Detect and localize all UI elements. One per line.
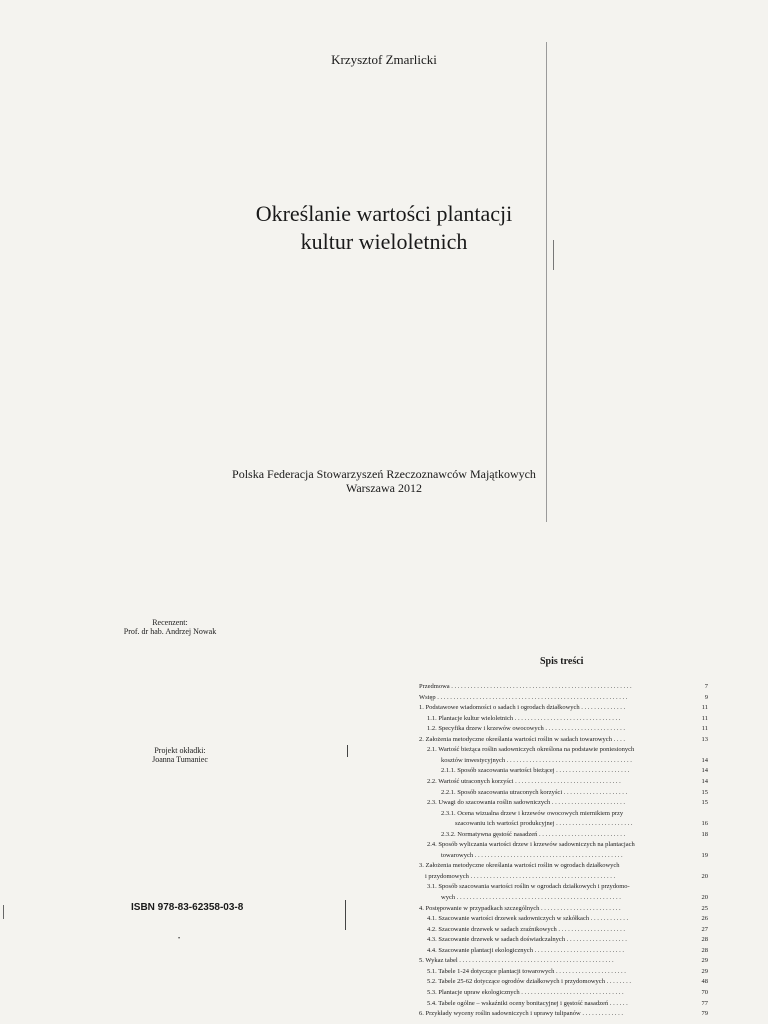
toc-entry-title: 2.1. Wartość bieżąca roślin sadowniczych określona na podstawie poniesionych — [427, 746, 635, 754]
toc-entry — [427, 778, 684, 789]
toc-entry — [419, 957, 684, 968]
toc-entry — [427, 799, 684, 810]
toc-entry — [427, 978, 684, 989]
toc-entry — [419, 683, 684, 694]
reviewer-block — [100, 618, 240, 636]
toc-entry-page: 13 — [701, 735, 708, 743]
toc-entry — [427, 926, 684, 937]
toc-entry-page: 77 — [701, 999, 708, 1007]
toc-entry-page: 11 — [701, 714, 708, 722]
toc-entry-title: wych . . . . . . . . . . . . . . . . . . . . . . . . . . . . . . . . . . . . . . . . . . . . . . . . . . . — [441, 894, 621, 901]
speck: • — [178, 936, 181, 942]
toc-entry — [441, 789, 684, 800]
toc-entry-page: 11 — [701, 704, 708, 712]
toc-entry-page: 70 — [701, 988, 708, 996]
toc-entry — [441, 831, 684, 842]
toc-entry-title: 5. Wykaz tabel . . . . . . . . . . . . . . . . . . . . . . . . . . . . . . . . . . . . . . . . . . . . . . . . — [419, 957, 614, 965]
toc-entry-title: 4.1. Szacowanie wartości drzewek sadowniczych w szkółkach . . . . . . . . . . . . — [427, 915, 629, 923]
toc-entry — [425, 873, 684, 884]
toc-entry-page: 7 — [704, 683, 708, 690]
cover-design-name: Joanna Tumaniec — [152, 755, 208, 764]
toc-entry — [427, 915, 684, 926]
toc-entry-page: 28 — [701, 946, 708, 954]
toc-entry — [427, 968, 684, 979]
toc-entry-title: 2.2. Wartość utraconych korzyści . . . . . . . . . . . . . . . . . . . . . . . . . . . . . . . . . — [427, 777, 621, 785]
toc-entry-title: 2.3.2. Normatywna gęstość nasadzeń . . . . . . . . . . . . . . . . . . . . . . . . . . . — [441, 830, 626, 838]
toc-entry-title: 5.4. Tabele ogólne – wskaźniki oceny bonitacyjnej i gęstość nasadzeń . . . . . . — [427, 999, 628, 1007]
reviewer-label: Recenzent: — [152, 618, 188, 627]
toc-entry — [427, 936, 684, 947]
toc-entry-title: szacowaniu ich wartości produkcyjnej . . . . . . . . . . . . . . . . . . . . . . . . — [455, 820, 633, 828]
toc-entry-page: 18 — [701, 830, 708, 838]
toc-entry-page: 15 — [701, 788, 708, 796]
publisher-name: Polska Federacja Stowarzyszeń Rzeczoznawców Majątkowych — [232, 467, 536, 481]
toc-entry-title: Wstęp . . . . . . . . . . . . . . . . . . . . . . . . . . . . . . . . . . . . . . . . . . . . . . . . . . . . . . . . . . . — [419, 693, 628, 701]
toc-entry — [441, 757, 684, 768]
toc-entry-title: 2.4. Sposób wyliczania wartości drzew i krzewów sadowniczych na plantacjach — [427, 841, 635, 849]
toc-entry — [419, 905, 684, 916]
fold-mark — [345, 900, 346, 930]
toc-entry-title: 2.1.1. Sposób szacowania wartości bieżącej . . . . . . . . . . . . . . . . . . . . . . . — [441, 767, 630, 775]
toc-entry-title: 4. Postępowanie w przypadkach szczególnych . . . . . . . . . . . . . . . . . . . . . . . . . — [419, 904, 621, 912]
toc-entry-page: 9 — [704, 693, 708, 701]
cover-design-block — [120, 746, 240, 764]
toc-entry — [427, 989, 684, 1000]
toc-entry-page: 20 — [701, 872, 708, 880]
toc-entry — [419, 736, 684, 747]
toc-entry — [441, 767, 684, 778]
publisher-place-year: Warszawa 2012 — [345, 481, 422, 495]
toc-entry-title: 4.3. Szacowanie drzewek w sadach doświadczalnych . . . . . . . . . . . . . . . . . . . — [427, 936, 627, 944]
toc-entry-page: 14 — [701, 756, 708, 764]
toc-entry-title: 6. Przykłady wyceny roślin sadowniczych i uprawy tulipanów . . . . . . . . . . . . . — [419, 1010, 623, 1018]
page-edge-mark — [553, 240, 554, 270]
toc-entry — [427, 715, 684, 726]
cover-design-label: Projekt okładki: — [154, 746, 206, 755]
toc-entry-title: 5.3. Plantacje upraw ekologicznych . . . . . . . . . . . . . . . . . . . . . . . . . . . . . . . . — [427, 988, 624, 996]
toc-entry-title: i przydomowych . . . . . . . . . . . . . . . . . . . . . . . . . . . . . . . . . . . . . . . . . . . . . — [425, 872, 616, 880]
toc-entry-title: 5.2. Tabele 25-62 dotyczące ogrodów działkowych i przydomowych . . . . . . . . — [427, 978, 631, 986]
toc-entry-title: 1.1. Plantacje kultur wieloletnich . . . . . . . . . . . . . . . . . . . . . . . . . . . . . . . . . — [427, 714, 621, 722]
toc-entry — [441, 894, 684, 905]
toc-entry-title: towarowych . . . . . . . . . . . . . . . . . . . . . . . . . . . . . . . . . . . . . . . . . . . . . . — [441, 851, 623, 859]
book-title — [0, 200, 768, 256]
toc-entry-page: 25 — [701, 904, 708, 912]
toc-entry-title: 5.1. Tabele 1-24 dotyczące plantacji towarowych . . . . . . . . . . . . . . . . . . . . . . — [427, 967, 626, 975]
toc-entry — [427, 947, 684, 958]
toc-entry — [441, 810, 684, 821]
toc-entry — [419, 704, 684, 715]
page-edge-line — [546, 42, 547, 522]
toc-entry-page: 29 — [701, 957, 708, 965]
publisher-block — [0, 467, 768, 495]
toc-entry-page: 29 — [701, 967, 708, 975]
toc-entry-page: 16 — [701, 820, 708, 828]
toc-entry-title: kosztów inwestycyjnych . . . . . . . . . . . . . . . . . . . . . . . . . . . . . . . . . . . . . . . — [441, 756, 632, 764]
author-name: Krzysztof Zmarlicki — [331, 52, 437, 67]
toc-entry-page: 26 — [701, 915, 708, 923]
book-title-line-1: Określanie wartości plantacji — [255, 201, 513, 226]
toc-entry-page: 11 — [701, 725, 708, 733]
toc-entry-page: 28 — [701, 936, 708, 944]
edge-mark — [3, 905, 4, 919]
toc-entry — [427, 1000, 684, 1011]
book-title-line-2: kultur wieloletnich — [300, 229, 468, 254]
toc-entry-title: 2.3. Uwagi do szacowania roślin sadowniczych . . . . . . . . . . . . . . . . . . . . . . . — [427, 799, 626, 807]
toc-entry-page: 79 — [701, 1010, 708, 1018]
toc-entry-page: 27 — [701, 925, 708, 933]
toc-entry — [427, 883, 684, 894]
toc-entry — [455, 820, 684, 831]
toc-entry-title: 2.3.1. Ocena wizualna drzew i krzewów owocowych miernikiem przy — [441, 809, 624, 817]
toc-entry — [419, 862, 684, 873]
toc-entry-title: 4.4. Szacowanie plantacji ekologicznych . . . . . . . . . . . . . . . . . . . . . . . . . . . . — [427, 946, 624, 954]
toc-entry-title: 1.2. Specyfika drzew i krzewów owocowych . . . . . . . . . . . . . . . . . . . . . . . . . — [427, 725, 626, 733]
toc-entry-title: Przedmowa . . . . . . . . . . . . . . . . . . . . . . . . . . . . . . . . . . . . . . . . . . . . . . . . . . . . . . . . — [419, 683, 632, 690]
toc-entry-page: 19 — [701, 851, 708, 859]
toc-entry — [419, 1010, 684, 1021]
toc-entry — [427, 725, 684, 736]
toc-entry-page: 48 — [701, 978, 708, 986]
toc-entry-page: 20 — [701, 894, 708, 901]
toc-heading: Spis treści — [540, 656, 584, 667]
reviewer-name: Prof. dr hab. Andrzej Nowak — [123, 627, 217, 636]
toc-entry — [441, 852, 684, 863]
fold-mark — [347, 745, 348, 757]
toc-entry-title: 3. Założenia metodyczne określania wartości roślin w ogrodach działkowych — [419, 862, 620, 870]
toc-entry-page: 15 — [701, 799, 708, 807]
isbn: ISBN 978-83-62358-03-8 — [131, 902, 244, 913]
toc-entry-title: 4.2. Szacowanie drzewek w sadach zraźnikowych . . . . . . . . . . . . . . . . . . . . . — [427, 925, 626, 933]
toc-entry-title: 2.2.1. Sposób szacowania utraconych korzyści . . . . . . . . . . . . . . . . . . . . — [441, 788, 628, 796]
toc-entry — [427, 841, 684, 852]
toc-entry-title: 1. Podstawowe wiadomości o sadach i ogrodach działkowych . . . . . . . . . . . . . . — [419, 704, 626, 712]
toc-entry — [419, 694, 684, 705]
toc-entry-page: 14 — [701, 777, 708, 785]
toc-entry-title: 2. Założenia metodyczne określania wartości roślin w sadach towarowych . . . . — [419, 735, 625, 743]
toc-entry — [427, 746, 684, 757]
toc-entry-page: 14 — [701, 767, 708, 775]
toc-entry-title: 3.1. Sposób szacowania wartości roślin w ogrodach działkowych i przydomo- — [427, 883, 630, 891]
